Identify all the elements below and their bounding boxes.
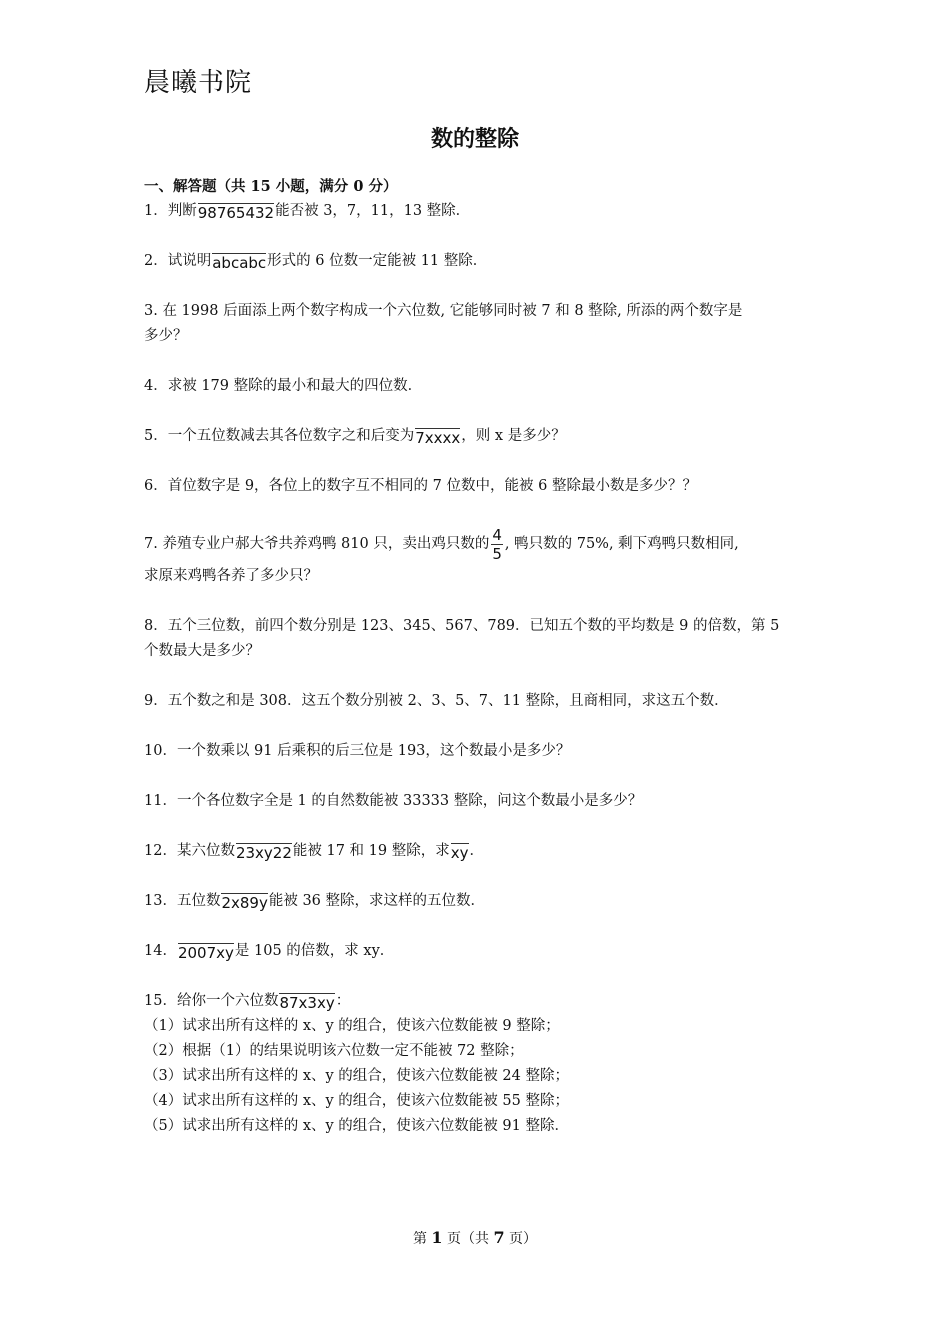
question-5 <box>144 424 812 449</box>
question-text: , 鸭只数的 75%, 剩下鸡鸭只数相同, <box>504 536 739 552</box>
question-text: ． <box>469 843 484 859</box>
footer-text: 页） <box>504 1231 538 1247</box>
section-heading: 一、解答题（共 15 小题，满分 0 分） <box>144 178 398 195</box>
overlined-number: 87x3xy <box>279 994 335 1012</box>
question-9 <box>144 689 812 714</box>
question-text: 求原来鸡鸭各养了多少只？ <box>144 568 318 584</box>
question-11 <box>144 789 812 814</box>
sub-question: （1）试求出所有这样的 x、y 的组合，使该六位数能被 9 整除； <box>144 1018 560 1034</box>
question-text: 13．五位数 <box>144 893 221 909</box>
overlined-number: 2007xy <box>177 944 234 962</box>
question-text: 2．试说明 <box>144 253 212 269</box>
question-text: 6．首位数字是 9，各位上的数字互不相同的 7 位数中，能被 6 整除最小数是多少？？ <box>144 478 697 494</box>
question-text: 4．求被 179 整除的最小和最大的四位数． <box>144 378 423 394</box>
question-2 <box>144 249 812 274</box>
page-footer <box>0 1228 950 1248</box>
question-4 <box>144 374 812 399</box>
sub-question: （5）试求出所有这样的 x、y 的组合，使该六位数能被 91 整除． <box>144 1118 569 1134</box>
question-3 <box>144 299 812 349</box>
question-text: 15．给你一个六位数 <box>144 993 279 1009</box>
question-text: 8．五个三位数，前四个数分别是 123、345、567、789．已知五个数的平均数是 9 的倍数，第 5 <box>144 618 780 634</box>
overlined-number: 7xxxx <box>415 429 461 447</box>
question-text: 能被 17 和 19 整除，求 <box>292 843 450 859</box>
total-pages: 7 <box>493 1228 505 1247</box>
sub-question: （2）根据（1）的结果说明该六位数一定不能被 72 整除； <box>144 1043 524 1059</box>
question-text: 形式的 6 位数一定能被 11 整除． <box>267 253 488 269</box>
question-6 <box>144 474 812 499</box>
question-text: 能否被 3，7，11，13 整除． <box>275 203 471 219</box>
question-text: 1．判断 <box>144 203 197 219</box>
question-text: 是 105 的倍数，求 xy． <box>234 943 395 959</box>
question-text: 5．一个五位数减去其各位数字之和后变为 <box>144 428 415 444</box>
question-text: 10．一个数乘以 91 后乘积的后三位是 193，这个数最小是多少？ <box>144 743 571 759</box>
page-title: 数的整除 <box>430 126 519 152</box>
question-1 <box>144 199 812 224</box>
question-text: 3. 在 1998 后面添上两个数字构成一个六位数, 它能够同时被 7 和 8 整除, 所添的两个数字是 <box>144 303 743 319</box>
overlined-number: 2x89y <box>221 894 268 912</box>
question-text: 能被 36 整除，求这样的五位数． <box>268 893 486 909</box>
question-15 <box>144 989 812 1139</box>
overlined-number: 23xy22 <box>235 844 292 862</box>
question-text: 9．五个数之和是 308．这五个数分别被 2、3、5、7、11 整除，且商相同，求这五个数． <box>144 693 729 709</box>
page-number: 1 <box>431 1228 443 1247</box>
overlined-number: xy <box>450 844 469 862</box>
question-text: ，则 x 是多少？ <box>461 428 566 444</box>
question-12 <box>144 839 812 864</box>
question-7 <box>144 524 812 589</box>
question-text: 12．某六位数 <box>144 843 235 859</box>
fraction-numerator: 4 <box>492 525 502 544</box>
overlined-number: abcabc <box>212 254 267 272</box>
fraction <box>491 526 503 563</box>
question-13 <box>144 889 812 914</box>
sub-question: （4）试求出所有这样的 x、y 的组合，使该六位数能被 55 整除； <box>144 1093 569 1109</box>
school-name: 晨曦书院 <box>144 68 253 98</box>
question-8 <box>144 614 812 664</box>
footer-text: 第 <box>412 1231 432 1247</box>
question-10 <box>144 739 812 764</box>
question-text: 14． <box>144 943 177 959</box>
question-text: ： <box>335 993 351 1009</box>
question-text: 11．一个各位数字全是 1 的自然数能被 33333 整除，问这个数最小是多少？ <box>144 793 643 809</box>
question-list <box>144 174 812 1139</box>
question-text: 7. 养殖专业户郝大爷共养鸡鸭 810 只，卖出鸡只数的 <box>144 536 490 552</box>
question-text: 多少？ <box>144 328 188 344</box>
overlined-number: 98765432 <box>197 204 275 222</box>
footer-text: 页（共 <box>442 1231 494 1247</box>
fraction-denominator: 5 <box>492 544 502 563</box>
question-text: 个数最大是多少？ <box>144 643 260 659</box>
sub-question: （3）试求出所有这样的 x、y 的组合，使该六位数能被 24 整除； <box>144 1068 569 1084</box>
question-14 <box>144 939 812 964</box>
